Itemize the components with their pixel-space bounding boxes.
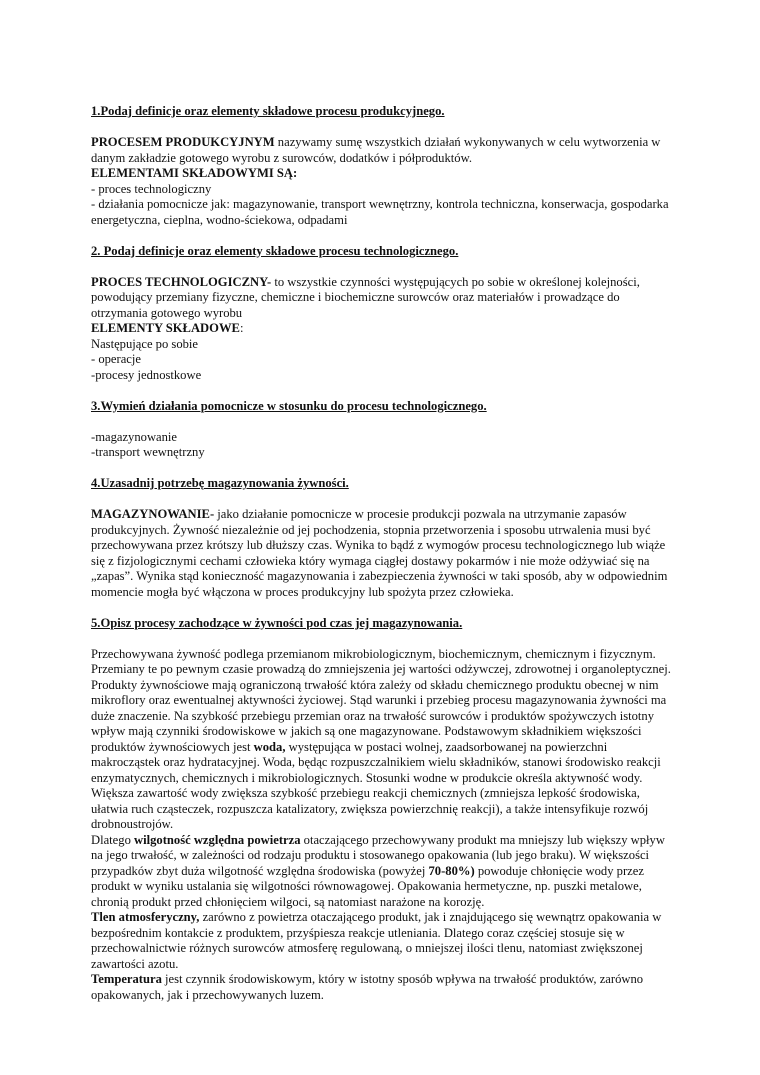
section-2-elements-title: ELEMENTY SKŁADOWE: — [91, 321, 244, 335]
section-5-paragraph-1: Przechowywana żywność podlega przemianom mikrobiologicznym, biochemicznym, chemicznym i fizycznym. Przemiany te po pewnym czasie prowadzą do zmniejszenia jej wartości odżywczej, zdrowotnej i organoleptycznej. Produkty żywnościowe mają ograniczoną trwałość która zależy od składu chemicznego produktu obecnej w nim mikroflory oraz ewentualnej aktywności życiowej. Stąd warunki i przebieg procesu magazynowania żywności ma duże znaczenie. Na szybkość przebiegu przemian oraz na trwałość surowców i produktów spożywczych istotny wpływ mają czynniki środowiskowe w jakich są one magazynowane. Podstawowym składnikiem większości produktów żywnościowych jest woda, występująca w postaci wolnej, zaadsorbowanej na powierzchni makrocząstek oraz hydratacyjnej. Woda, będąc rozpuszczalnikiem wielu składników, stanowi środowisko reakcji enzymatycznych, chemicznych i mikrobiologicznych. Stosunki wodne w produkcie określa aktywność wody. Większa zawartość wody zwiększa szybkość przebiegu reakcji chemicznych (zmniejsza lepkość środowiska, ułatwia ruch cząsteczek, rozpuszcza katalizatory, zwiększa powierzchnię reakcji), a także intensyfikuje rozwój drobnoustrojów. — [91, 646, 671, 831]
term-magazynowanie: MAGAZYNOWANIE- — [91, 507, 215, 521]
list-item: Następujące po sobie — [91, 336, 199, 351]
term-proces-produkcyjny: PROCESEM PRODUKCYJNYM — [91, 135, 275, 149]
list-item: - działania pomocnicze jak: magazynowanie, transport wewnętrzny, kontrola techniczna, konserwacja, gospodarka energetyczna, cieplna, wodno-ściekowa, odpadami — [91, 197, 669, 227]
section-5-paragraph-2: Dlatego wilgotność względna powietrza otaczającego przechowywany produkt ma mniejszy lub większy wpływ na jego trwałość, w zależności od rodzaju produktu i stosowanego opakowania (lub jego braku). W większości przypadków zbyt duża wilgotność względna środowiska (powyżej 70-80%) powoduje chłonięcie wody przez produkt w wyniku ustalania się wilgotności równowagowej. Opakowania hermetyczne, np. puszki metalowe, chronią produkt przed chłonięciem wilgoci, są natomiast narażone na korozję. — [91, 832, 665, 909]
section-1-heading: 1.Podaj definicje oraz elementy składowe procesu produkcyjnego. — [91, 104, 445, 118]
list-item: - operacje — [91, 352, 141, 366]
section-5-paragraph-3: Tlen atmosferyczny, zarówno z powietrza otaczającego produkt, jak i znajdującego się wewnątrz opakowania w bezpośrednim kontakcie z produktem, przyśpiesza reakcje utleniania. Dlatego coraz częściej stosuje się w przechowalnictwie różnych surowców atmosferę regulowaną, o mniejszej ilości tlenu, natomiast zwiększonej zawartości azotu. — [91, 910, 662, 971]
document-page — [91, 104, 676, 1003]
section-5-heading: 5.Opisz procesy zachodzące w żywności pod czas jej magazynowania. — [91, 615, 463, 630]
section-3-heading: 3.Wymień działania pomocnicze w stosunku do procesu technologicznego. — [91, 398, 487, 413]
section-1-elements-title: ELEMENTAMI SKŁADOWYMI SĄ: — [91, 166, 298, 180]
list-item: -magazynowanie — [91, 429, 178, 444]
term-proces-technologiczny: PROCES TECHNOLOGICZNY- — [91, 274, 272, 289]
section-4-paragraph: MAGAZYNOWANIE- jako działanie pomocnicze w procesie produkcji pozwala na utrzymanie zapasów produkcyjnych. Żywność niezależnie od jej pochodzenia, stopnia przetworzenia i sposobu utrwalenia musi być przechowywana przez krótszy lub dłuższy czas. Wynika to bądź z wymogów procesu technologicznego lub wiąże się z fizjologicznymi cechami człowieka który wymaga ciągłej dostawy pokarmów i nie może odżywiać się na „zapas”. Wynika stąd konieczność magazynowania i zabezpieczenia żywności w taki sposób, aby w odpowiednim momencie mogła być włączona w proces produkcyjny lub spożyta przez człowieka. — [91, 507, 668, 599]
section-2-heading: 2. Podaj definicje oraz elementy składowe procesu technologicznego. — [91, 243, 459, 258]
list-item: - proces technologiczny — [91, 181, 212, 196]
section-2-definition: PROCES TECHNOLOGICZNY- to wszystkie czynności występujących po sobie w określonej kolejności, powodujący przemiany fizyczne, chemiczne i biochemiczne surowców oraz materiałów i prowadzące do otrzymania gotowego wyrobu — [91, 274, 640, 320]
list-item: -transport wewnętrzny — [91, 445, 205, 459]
section-5-paragraph-4: Temperatura jest czynnik środowiskowym, który w istotny sposób wpływa na trwałość produktów, zarówno opakowanych, jak i przechowywanych luzem. — [91, 972, 644, 1002]
section-1-definition: PROCESEM PRODUKCYJNYM nazywamy sumę wszystkich działań wykonywanych w celu wytworzenia w danym zakładzie gotowego wyrobu z surowców, dodatków i półproduktów. — [91, 135, 661, 165]
section-4-heading: 4.Uzasadnij potrzebę magazynowania żywności. — [91, 476, 349, 490]
list-item: -procesy jednostkowe — [91, 367, 202, 382]
